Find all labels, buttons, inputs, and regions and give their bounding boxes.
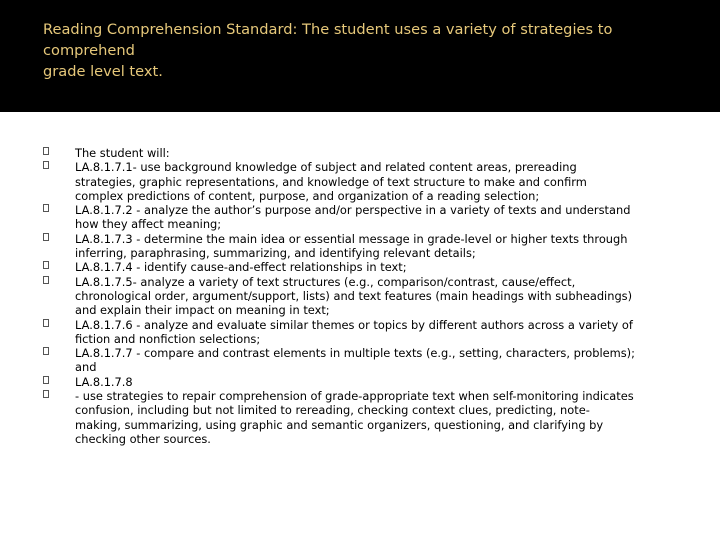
bullet-text: [75, 146, 683, 160]
bullet-line: LA.8.1.7.2 - analyze the author’s purpose and/or perspective in a variety of texts and understand: [75, 203, 631, 218]
bullet-item: [43, 260, 683, 274]
bullet-line: LA.8.1.7.8: [75, 374, 133, 389]
square-placeholder-icon: [43, 390, 49, 398]
square-placeholder-icon: [43, 204, 49, 212]
bullet-line: LA.8.1.7.3 - determine the main idea or essential message in grade-level or higher texts through: [75, 231, 628, 246]
bullet-line: LA.8.1.7.1- use background knowledge of subject and related content areas, prereading: [75, 160, 577, 175]
bullet-text: [75, 275, 683, 318]
bullet-line: checking other sources.: [75, 431, 211, 446]
bullet-text: [75, 318, 683, 347]
slide-title: [43, 19, 693, 82]
square-placeholder-icon: [43, 319, 49, 327]
bullet-item: [43, 232, 683, 261]
bullet-text: [75, 375, 683, 389]
square-placeholder-icon: [43, 347, 49, 355]
square-placeholder-icon: [43, 261, 49, 269]
bullet-text: [75, 389, 683, 446]
title-line-2: comprehend: [43, 42, 135, 59]
bullet-text: [75, 346, 683, 375]
bullet-line: and: [75, 360, 97, 375]
bullet-line: confusion, including but not limited to rereading, checking context clues, predicting, note-: [75, 403, 590, 418]
bullet-line: strategies, graphic representations, and knowledge of text structure to make and confirm: [75, 174, 587, 189]
bullet-line: LA.8.1.7.4 - identify cause-and-effect relationships in text;: [75, 260, 407, 275]
bullet-text: [75, 260, 683, 274]
bullet-item: [43, 346, 683, 375]
bullet-line: LA.8.1.7.5- analyze a variety of text structures (e.g., comparison/contrast, cause/effect,: [75, 274, 576, 289]
bullet-line: how they affect meaning;: [75, 217, 222, 232]
bullet-line: The student will:: [75, 146, 170, 160]
bullet-item: [43, 203, 683, 232]
bullet-line: - use strategies to repair comprehension of grade-appropriate text when self-monitoring indicates: [75, 389, 634, 404]
square-placeholder-icon: [43, 147, 49, 155]
bullet-item: [43, 375, 683, 389]
bullet-line: complex predictions of content, purpose, and organization of a reading selection;: [75, 188, 540, 203]
bullet-line: making, summarizing, using graphic and semantic organizers, questioning, and clarifying by: [75, 417, 604, 432]
bullet-list: [43, 146, 683, 446]
bullet-item: [43, 146, 683, 160]
bullet-item: [43, 318, 683, 347]
square-placeholder-icon: [43, 276, 49, 284]
bullet-item: [43, 389, 683, 446]
bullet-line: chronological order, argument/support, lists) and text features (main headings with subheadings): [75, 288, 633, 303]
bullet-item: [43, 160, 683, 203]
square-placeholder-icon: [43, 376, 49, 384]
title-line-3: grade level text.: [43, 63, 163, 80]
title-line-1: Reading Comprehension Standard: The student uses a variety of strategies to: [43, 21, 613, 38]
square-placeholder-icon: [43, 233, 49, 241]
bullet-line: inferring, paraphrasing, summarizing, and identifying relevant details;: [75, 246, 476, 261]
square-placeholder-icon: [43, 161, 49, 169]
bullet-item: [43, 275, 683, 318]
bullet-line: LA.8.1.7.7 - compare and contrast elements in multiple texts (e.g., setting, characters, problems);: [75, 346, 635, 361]
bullet-text: [75, 232, 683, 261]
bullet-line: fiction and nonfiction selections;: [75, 331, 261, 346]
bullet-line: and explain their impact on meaning in text;: [75, 303, 330, 318]
bullet-text: [75, 203, 683, 232]
bullet-text: [75, 160, 683, 203]
bullet-line: LA.8.1.7.6 - analyze and evaluate similar themes or topics by different authors across a variety of: [75, 317, 633, 332]
